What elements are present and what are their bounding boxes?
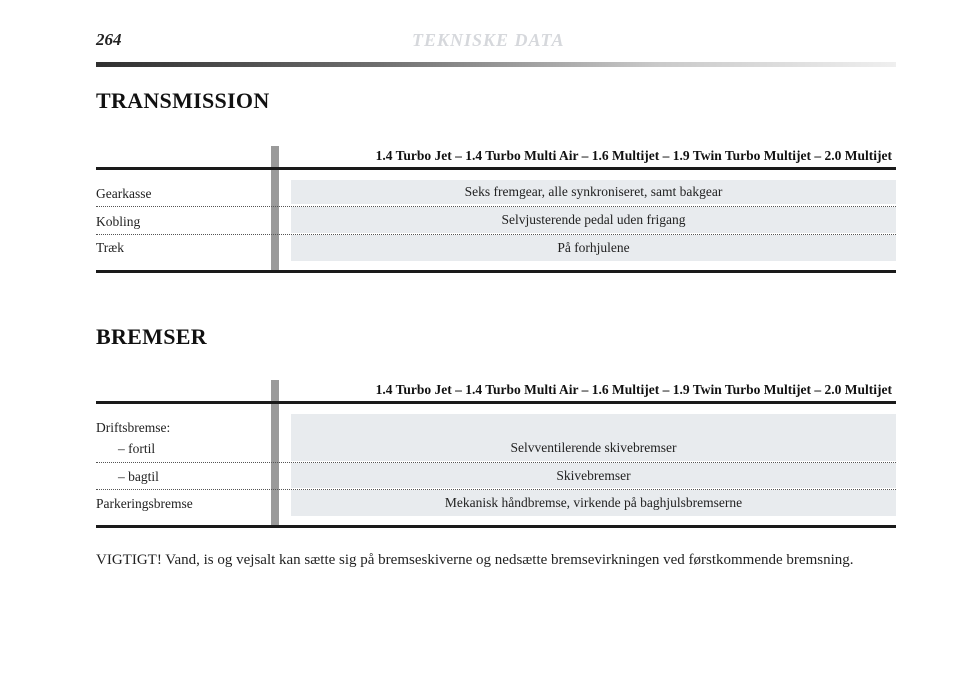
transmission-title: TRANSMISSION [96,88,270,113]
header-rule [96,62,896,67]
brakes-label-front: – fortil [118,441,156,456]
transmission-label-clutch: Kobling [96,214,141,229]
transmission-value-clutch: Selvjusterende pedal uden frigang [291,207,896,233]
transmission-column-header: 1.4 Turbo Jet – 1.4 Turbo Multi Air – 1.6 Multijet – 1.9 Twin Turbo Multijet – 2.0 Multijet [375,148,892,163]
warning-note: VIGTIGT! Vand, is og vejsalt kan sætte sig på bremseskiverne og nedsætte bremsevirkningen ved førstkommende bremsning. [96,552,854,568]
transmission-value-gearbox: Seks fremgear, alle synkroniseret, samt bakgear [291,180,896,204]
transmission-label-drive: Træk [96,240,125,255]
transmission-table [96,146,896,276]
brakes-value-parking: Mekanisk håndbremse, virkende på baghjulsbremserne [291,490,896,516]
brakes-title: BREMSER [96,324,207,349]
brakes-label-parking: Parkeringsbremse [96,496,193,511]
brakes-value-front: Selvventilerende skivebremser [291,414,896,461]
brakes-group-label: Driftsbremse: [96,420,171,435]
brakes-column-header: 1.4 Turbo Jet – 1.4 Turbo Multi Air – 1.6 Multijet – 1.9 Twin Turbo Multijet – 2.0 Multijet [375,382,892,397]
brakes-table [96,380,896,530]
transmission-label-gearbox: Gearkasse [96,186,152,201]
chapter-title: TEKNISKE DATA [412,30,565,50]
transmission-value-drive: På forhjulene [291,235,896,261]
table-top-rule [96,401,896,404]
brakes-label-rear: – bagtil [118,469,159,484]
brakes-value-rear: Skivebremser [291,463,896,488]
table-bottom-rule [96,270,896,273]
table-top-rule [96,167,896,170]
table-bottom-rule [96,525,896,528]
page-number: 264 [96,30,122,49]
table-vertical-bar [271,146,279,272]
